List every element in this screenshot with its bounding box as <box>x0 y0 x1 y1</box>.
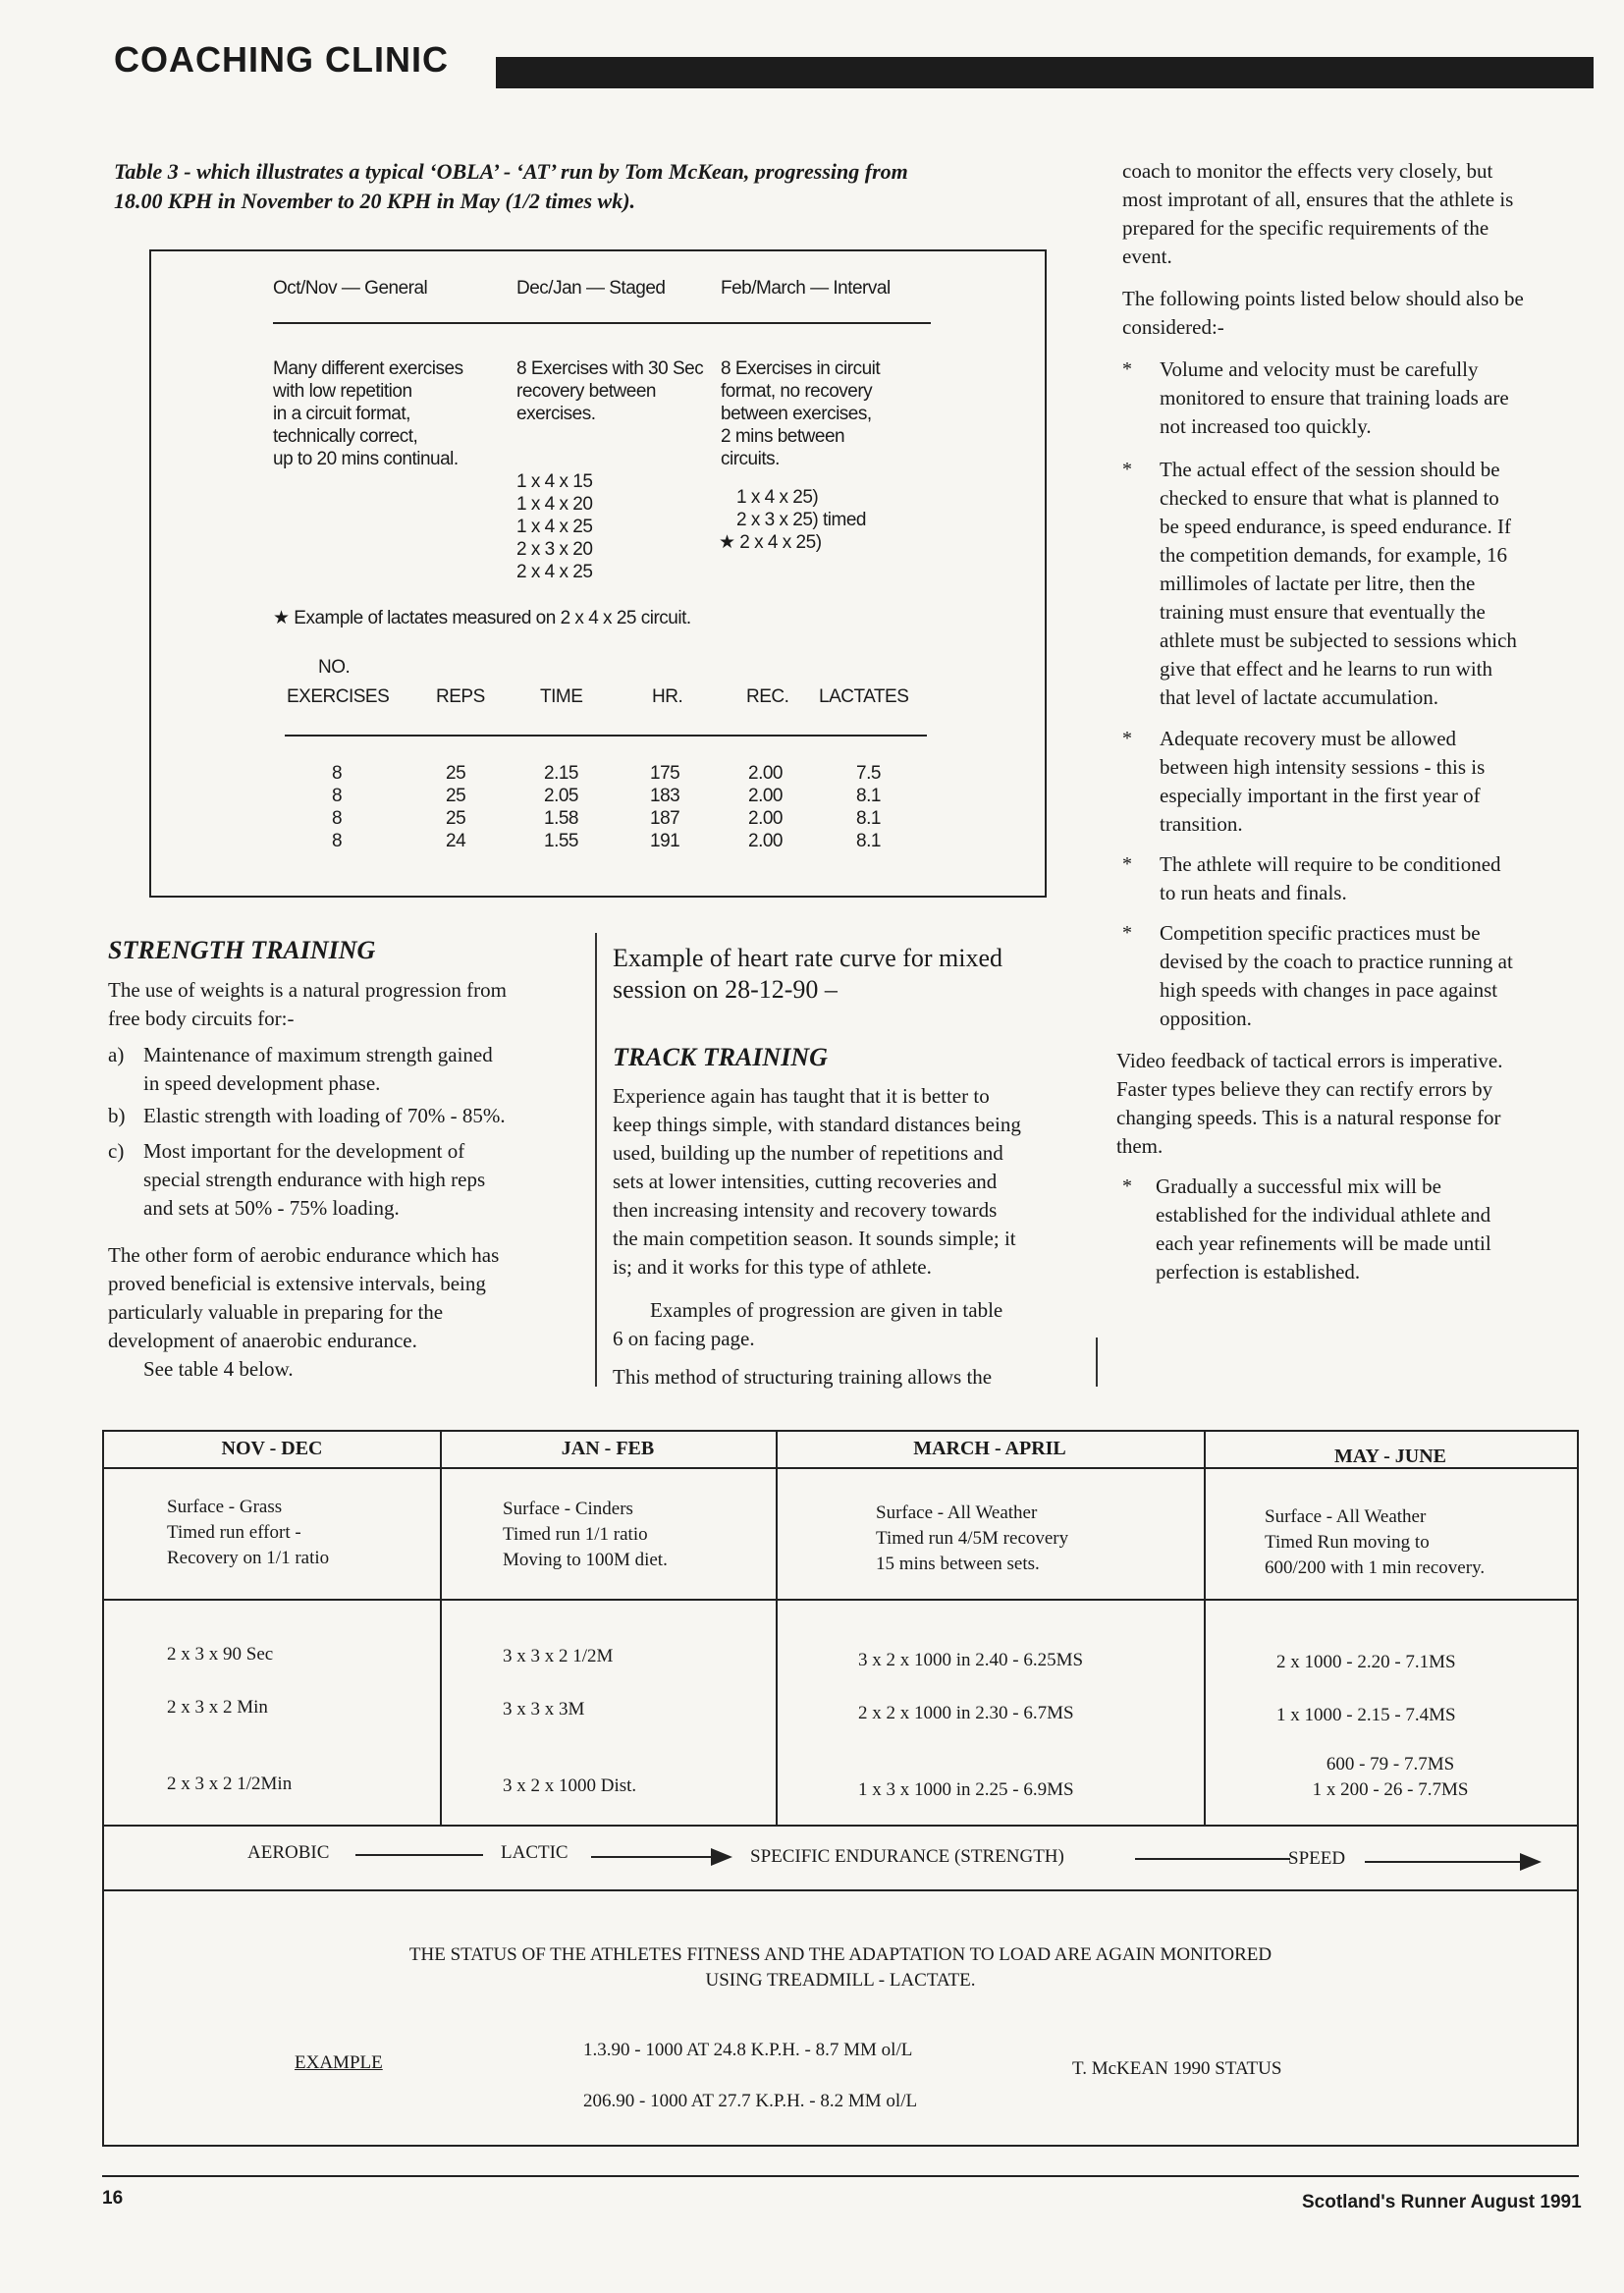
t3-col-lactates: LACTATES <box>819 686 909 707</box>
t3-data-hr <box>650 762 679 852</box>
progression-line <box>1365 1861 1522 1863</box>
text-line: most improtant of all, ensures that the athlete is <box>1122 188 1514 211</box>
t3-text: 2 mins between <box>721 426 845 447</box>
example-label: EXAMPLE <box>295 2052 383 2073</box>
session-cell: 2 x 3 x 2 1/2Min <box>167 1774 293 1794</box>
t3-header-staged: Dec/Jan — Staged <box>516 278 666 299</box>
text-line: then increasing intensity and recovery towards <box>613 1198 998 1222</box>
session-cell: 2 x 1000 - 2.20 - 7.1MS <box>1276 1652 1456 1672</box>
t3-col3 <box>721 357 880 470</box>
text-line: proved beneficial is extensive intervals, being <box>108 1272 486 1295</box>
text-line: Gradually a successful mix will be <box>1156 1174 1442 1198</box>
t3-rule <box>273 322 931 324</box>
session-cell: 1 x 3 x 1000 in 2.25 - 6.9MS <box>858 1779 1074 1800</box>
surface-cell <box>503 1497 668 1573</box>
text-line: prepared for the specific requirements of the <box>1122 216 1489 240</box>
t3-data-lactates <box>856 762 881 852</box>
text-line: considered:- <box>1122 315 1224 339</box>
text-line: The actual effect of the session should be <box>1160 458 1500 481</box>
t3-text: exercises. <box>516 404 596 424</box>
t3-cell: 2.00 <box>748 786 783 806</box>
strength-heading: STRENGTH TRAINING <box>108 936 376 964</box>
caption-line: Table 3 - which illustrates a typical ‘OBLA’ - ‘AT’ run by Tom McKean, progressing from <box>114 159 908 184</box>
t3-cell: 2.00 <box>748 763 783 784</box>
bullet-item <box>1122 850 1590 909</box>
text-line: high speeds with changes in pace against <box>1160 978 1498 1002</box>
text-line: Timed Run moving to <box>1265 1532 1430 1553</box>
section-title: COACHING CLINIC <box>114 39 449 80</box>
col-header-march-april: MARCH - APRIL <box>913 1438 1066 1459</box>
text-line: Timed run effort - <box>167 1522 301 1543</box>
t3-text: with low repetition <box>273 381 412 402</box>
status-text <box>104 1942 1577 1993</box>
phase-speed: SPEED <box>1288 1848 1346 1869</box>
t3-cell: 8.1 <box>856 786 881 806</box>
t3-data-reps <box>446 762 465 852</box>
text-line: Experience again has taught that it is better to <box>613 1084 990 1108</box>
text-line: them. <box>1116 1134 1164 1158</box>
text-line: perfection is established. <box>1156 1260 1361 1283</box>
right-para1 <box>1122 157 1590 271</box>
text-line: especially important in the first year of <box>1160 784 1481 807</box>
text-line: The use of weights is a natural progression from <box>108 978 507 1002</box>
text-line: to run heats and finals. <box>1160 881 1347 904</box>
t3-col-rec: REC. <box>746 686 789 707</box>
t3-cell: 25 <box>446 786 466 806</box>
t3-cell: 2.05 <box>544 786 578 806</box>
t3-cell: 8 <box>332 808 343 829</box>
text-line: Surface - Grass <box>167 1497 283 1517</box>
phase-aerobic: AEROBIC <box>247 1842 330 1863</box>
phase-specific-endurance: SPECIFIC ENDURANCE (STRENGTH) <box>750 1846 1064 1867</box>
t3-text: up to 20 mins continual. <box>273 449 459 469</box>
t3-cell: 8 <box>332 831 343 851</box>
table4 <box>102 1430 1579 2147</box>
text-line: special strength endurance with high reps <box>143 1168 486 1191</box>
text-line: transition. <box>1160 812 1243 836</box>
t3-text: Many different exercises <box>273 358 463 379</box>
text-line: Timed run 1/1 ratio <box>503 1524 648 1545</box>
bullet-star: * <box>1122 459 1132 480</box>
text-line: sets at lower intensities, cutting recoveries and <box>613 1170 998 1193</box>
text-line: Maintenance of maximum strength gained <box>143 1043 493 1066</box>
t3-col-exercises: EXERCISES <box>287 686 390 707</box>
text-line: training must ensure that eventually the <box>1160 600 1486 624</box>
text-line: 1 x 200 - 26 - 7.7MS <box>1312 1779 1469 1800</box>
text-line: THE STATUS OF THE ATHLETES FITNESS AND THE ADAPTATION TO LOAD ARE AGAIN MONITORED <box>408 1944 1272 1965</box>
text-line: Timed run 4/5M recovery <box>876 1528 1069 1549</box>
strength-intro <box>108 976 575 1033</box>
video-para <box>1116 1047 1590 1161</box>
text-line: development of anaerobic endurance. <box>108 1329 417 1352</box>
bullet-star: * <box>1122 728 1132 749</box>
text-line: be speed endurance, is speed endurance. If <box>1160 515 1511 538</box>
table3-caption <box>114 157 1047 216</box>
t3-cell: 2.15 <box>544 763 578 784</box>
text-line: 600/200 with 1 min recovery. <box>1265 1557 1486 1578</box>
text-line: free body circuits for:- <box>108 1007 295 1030</box>
text-line: Volume and velocity must be carefully <box>1160 357 1479 381</box>
t3-data-rec <box>748 762 783 852</box>
text-line: Example of heart rate curve for mixed <box>613 944 1003 972</box>
example-values <box>583 2025 917 2127</box>
list-label: a) <box>108 1043 125 1066</box>
table-rule <box>104 1599 1577 1601</box>
t3-set: 1 x 4 x 15 <box>516 471 593 492</box>
bullet-item <box>1122 919 1590 1035</box>
text-line: devised by the coach to practice running at <box>1160 950 1513 973</box>
t3-text: recovery between <box>516 381 656 402</box>
t3-set: 2 x 3 x 25) timed <box>736 510 866 530</box>
text-line: Recovery on 1/1 ratio <box>167 1548 330 1568</box>
text-line: opposition. <box>1160 1007 1252 1030</box>
t3-text: in a circuit format, <box>273 404 410 424</box>
t3-data-exercises <box>332 762 342 852</box>
text-line: Video feedback of tactical errors is imperative. <box>1116 1049 1503 1072</box>
t3-cell: 1.58 <box>544 808 578 829</box>
text-line: Examples of progression are given in table <box>650 1298 1003 1322</box>
list-item <box>108 1137 579 1226</box>
t3-col-hr: HR. <box>652 686 683 707</box>
text-line: the main competition season. It sounds simple; it <box>613 1227 1016 1250</box>
t3-text: technically correct, <box>273 426 418 447</box>
t3-cell: 24 <box>446 831 466 851</box>
t3-col-reps: REPS <box>436 686 485 707</box>
text-line: The following points listed below should also be <box>1122 287 1524 310</box>
t3-cell: 187 <box>650 808 680 829</box>
t3-text: circuits. <box>721 449 780 469</box>
text-line: not increased too quickly. <box>1160 414 1372 438</box>
column-divider <box>595 933 597 1387</box>
arrow-right-icon <box>711 1848 732 1866</box>
session-cell <box>1204 1752 1577 1803</box>
t3-cell: 1.55 <box>544 831 578 851</box>
session-cell: 2 x 3 x 90 Sec <box>167 1644 274 1665</box>
bullet-star: * <box>1122 922 1132 944</box>
text-line: between high intensity sessions - this is <box>1160 755 1486 779</box>
t3-text: between exercises, <box>721 404 872 424</box>
text-line: See table 4 below. <box>143 1357 294 1381</box>
t3-note: ★ Example of lactates measured on 2 x 4 x 25 circuit. <box>273 608 691 628</box>
t3-header-interval: Feb/March — Interval <box>721 278 891 299</box>
phase-lactic: LACTIC <box>501 1842 568 1863</box>
last-bullet <box>1122 1173 1590 1290</box>
text-line: and sets at 50% - 75% loading. <box>143 1196 400 1220</box>
t3-cell: 175 <box>650 763 680 784</box>
footer-rule <box>102 2175 1579 2177</box>
bullet-item <box>1122 355 1590 446</box>
t3-cell: 183 <box>650 786 680 806</box>
text-line: Moving to 100M diet. <box>503 1550 668 1570</box>
track-para1 <box>613 1082 1078 1282</box>
list-label: b) <box>108 1104 126 1127</box>
t3-col-time: TIME <box>540 686 583 707</box>
table3-box <box>149 249 1047 898</box>
text-line: in speed development phase. <box>143 1071 381 1095</box>
t3-cell: 25 <box>446 808 466 829</box>
session-cell: 3 x 3 x 2 1/2M <box>503 1646 614 1666</box>
t3-cell: 8.1 <box>856 808 881 829</box>
text-line: Faster types believe they can rectify errors by <box>1116 1077 1493 1101</box>
text-line: The athlete will require to be conditioned <box>1160 852 1501 876</box>
text-line: each year refinements will be made until <box>1156 1231 1491 1255</box>
t3-cell: 8.1 <box>856 831 881 851</box>
text-line: used, building up the number of repetitions and <box>613 1141 1003 1165</box>
t3-cell: 191 <box>650 831 680 851</box>
surface-cell <box>876 1501 1068 1577</box>
t3-col2-sets <box>516 470 592 583</box>
col-header-jan-feb: JAN - FEB <box>561 1438 655 1459</box>
table-rule <box>440 1432 442 1825</box>
t3-text: 8 Exercises with 30 Sec <box>516 358 704 379</box>
session-cell: 3 x 2 x 1000 in 2.40 - 6.25MS <box>858 1650 1084 1670</box>
track-para2 <box>613 1296 1078 1353</box>
t3-cell: 25 <box>446 763 466 784</box>
text-line: coach to monitor the effects very closely, but <box>1122 159 1493 183</box>
text-line: Surface - Cinders <box>503 1499 633 1519</box>
text-line: established for the individual athlete and <box>1156 1203 1491 1227</box>
text-line: particularly valuable in preparing for the <box>108 1300 444 1324</box>
t3-header-general: Oct/Nov — General <box>273 278 428 299</box>
progression-line <box>355 1854 483 1856</box>
track-heading: TRACK TRAINING <box>613 1043 828 1071</box>
text-line: give that effect and he learns to run with <box>1160 657 1492 681</box>
t3-data-time <box>544 762 578 852</box>
table-rule <box>104 1889 1577 1891</box>
hr-curve-caption <box>613 943 1084 1006</box>
text-line: checked to ensure that what is planned to <box>1160 486 1499 510</box>
progression-line <box>591 1856 713 1858</box>
t3-set: 1 x 4 x 25) <box>736 487 819 508</box>
bullet-item <box>1122 456 1590 715</box>
text-line: Competition specific practices must be <box>1160 921 1481 945</box>
track-para3: This method of structuring training allows the <box>613 1365 993 1389</box>
column-divider <box>1096 1338 1098 1387</box>
text-line: The other form of aerobic endurance which has <box>108 1243 500 1267</box>
session-cell: 3 x 2 x 1000 Dist. <box>503 1775 637 1796</box>
bullet-star: * <box>1122 358 1132 380</box>
text-line: 6 on facing page. <box>613 1327 755 1350</box>
publication-name: Scotland's Runner August 1991 <box>1302 2192 1582 2212</box>
status-note: T. McKEAN 1990 STATUS <box>1072 2058 1282 2079</box>
col-header-nov-dec: NOV - DEC <box>221 1438 323 1459</box>
surface-cell <box>167 1495 329 1571</box>
session-cell: 1 x 1000 - 2.15 - 7.4MS <box>1276 1705 1456 1725</box>
t3-cell: 2.00 <box>748 831 783 851</box>
session-cell: 2 x 2 x 1000 in 2.30 - 6.7MS <box>858 1703 1074 1723</box>
t3-cell: 7.5 <box>856 763 881 784</box>
text-line: Elastic strength with loading of 70% - 85%. <box>143 1104 506 1127</box>
t3-col2 <box>516 357 703 425</box>
text-line: session on 28-12-90 – <box>613 975 838 1004</box>
t3-cell: 8 <box>332 786 343 806</box>
t3-col-no: NO. <box>318 657 351 678</box>
page-number: 16 <box>102 2188 124 2209</box>
text-line: that level of lactate accumulation. <box>1160 685 1438 709</box>
t3-set: ★ 2 x 4 x 25) <box>719 532 822 553</box>
bullet-item <box>1122 725 1590 841</box>
caption-line: 18.00 KPH in November to 20 KPH in May (1/2 times wk). <box>114 189 636 213</box>
t3-cell: 2.00 <box>748 808 783 829</box>
text-line: 15 mins between sets. <box>876 1554 1040 1574</box>
t3-col1 <box>273 357 463 470</box>
text-line: keep things simple, with standard distances being <box>613 1113 1021 1136</box>
text-line: 1.3.90 - 1000 AT 24.8 K.P.H. - 8.7 MM ol/L <box>583 2040 913 2060</box>
session-cell: 2 x 3 x 2 Min <box>167 1697 268 1718</box>
text-line: Surface - All Weather <box>876 1502 1038 1523</box>
text-line: Surface - All Weather <box>1265 1506 1427 1527</box>
session-cell: 3 x 3 x 3M <box>503 1699 585 1720</box>
text-line: 600 - 79 - 7.7MS <box>1326 1754 1455 1774</box>
col-header-may-june: MAY - JUNE <box>1333 1446 1447 1467</box>
t3-rule <box>285 735 927 737</box>
text-line: Most important for the development of <box>143 1139 465 1163</box>
t3-col3-sets <box>719 486 866 554</box>
t3-set: 1 x 4 x 20 <box>516 494 593 515</box>
text-line: the competition demands, for example, 16 <box>1160 543 1507 567</box>
text-line: is; and it works for this type of athlete. <box>613 1255 932 1279</box>
strength-list <box>108 1041 579 1226</box>
t3-cell: 8 <box>332 763 343 784</box>
list-item <box>108 1041 579 1098</box>
text-line: athlete must be subjected to sessions which <box>1160 628 1517 652</box>
t3-text: format, no recovery <box>721 381 873 402</box>
text-line: event. <box>1122 245 1172 268</box>
text-line: monitored to ensure that training loads are <box>1160 386 1509 409</box>
bullet-star: * <box>1122 1175 1132 1197</box>
t3-set: 2 x 4 x 25 <box>516 562 593 582</box>
text-line: Adequate recovery must be allowed <box>1160 727 1457 750</box>
right-para2 <box>1122 285 1590 342</box>
t3-set: 2 x 3 x 20 <box>516 539 593 560</box>
text-line: 206.90 - 1000 AT 27.7 K.P.H. - 8.2 MM ol/L <box>583 2091 918 2111</box>
strength-para <box>108 1241 575 1384</box>
list-label: c) <box>108 1139 125 1163</box>
bullet-star: * <box>1122 853 1132 875</box>
table-rule <box>776 1432 778 1825</box>
t3-set: 1 x 4 x 25 <box>516 517 593 537</box>
text-line: USING TREADMILL - LACTATE. <box>705 1970 976 1991</box>
list-item <box>108 1102 579 1133</box>
text-line: millimoles of lactate per litre, then the <box>1160 572 1476 595</box>
right-bullets <box>1122 355 1590 1035</box>
table-rule <box>104 1825 1577 1827</box>
t3-text: 8 Exercises in circuit <box>721 358 881 379</box>
text-line: changing speeds. This is a natural response for <box>1116 1106 1501 1129</box>
surface-cell <box>1265 1504 1485 1581</box>
arrow-right-icon <box>1520 1853 1542 1871</box>
progression-line <box>1135 1858 1290 1860</box>
header-bar <box>496 57 1594 88</box>
